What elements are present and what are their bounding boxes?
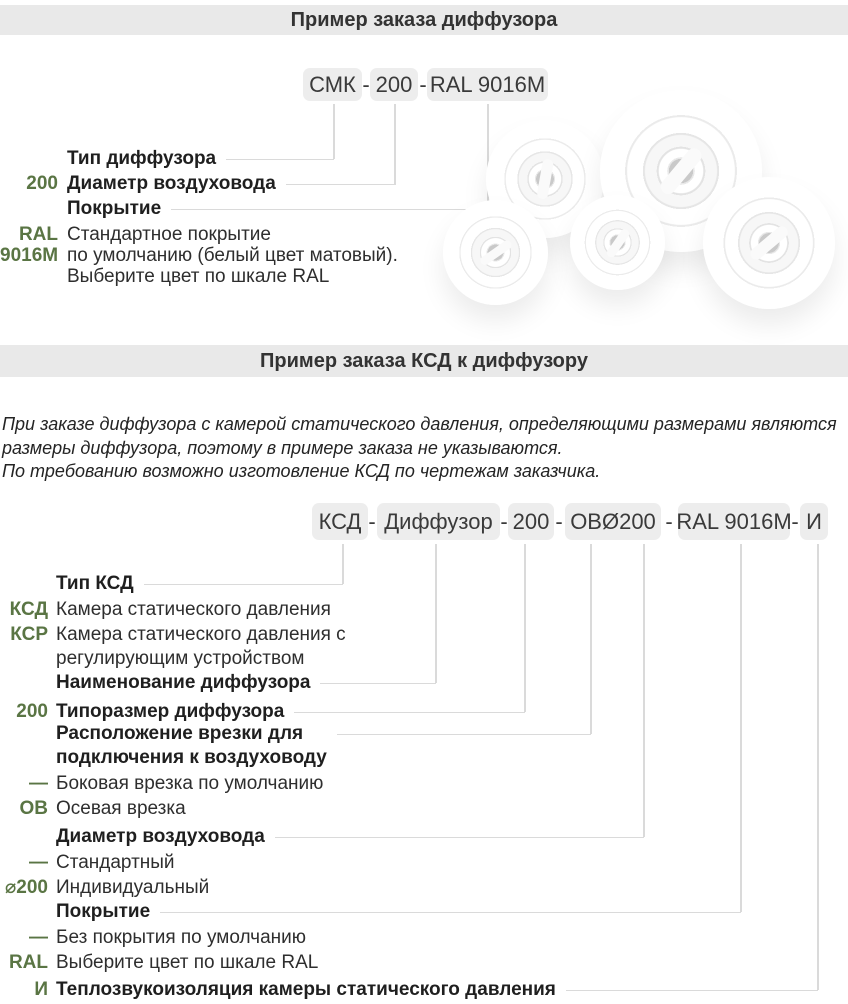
legend-row	[0, 598, 331, 622]
legend-row	[0, 978, 818, 1002]
legend-row	[0, 797, 186, 821]
code-segment-i: И	[800, 503, 828, 540]
legend-code: ⌀200	[4, 877, 48, 898]
connector-line	[286, 184, 396, 185]
code-separator: -	[419, 71, 427, 97]
legend-row	[0, 772, 323, 796]
diffuser-slot	[478, 238, 513, 266]
code-separator: -	[500, 508, 508, 534]
legend-code: И	[34, 979, 48, 1000]
legend-row	[0, 623, 346, 671]
code-segment-200: 200	[370, 68, 418, 101]
legend-code: КСР	[10, 624, 48, 645]
code-segment-ksd: КСД	[312, 503, 368, 540]
legend-label: Покрытие	[56, 901, 151, 922]
section2-header-bar	[0, 345, 848, 377]
legend-code: —	[29, 927, 48, 948]
code-segment-smk: СМК	[303, 68, 362, 101]
connector-line	[226, 159, 334, 160]
legend-code: RAL	[8, 952, 48, 973]
note-line: По требованию возможно изготовление КСД по чертежам заказчика.	[2, 461, 601, 481]
legend-description: Стандартное покрытие по умолчанию (белый цвет матовый). Выберите цвет по шкале RAL	[67, 224, 398, 287]
connector-line	[817, 544, 819, 990]
connector-line	[566, 990, 818, 991]
legend-row	[0, 900, 741, 924]
diffuser-image	[570, 195, 665, 290]
connector-line	[275, 837, 644, 838]
diffuser-photo	[430, 80, 848, 340]
legend-label: Типоразмер диффузора	[56, 701, 285, 722]
diffuser-slot	[536, 158, 553, 199]
code-segment-ral9016m: RAL 9016М	[678, 503, 790, 540]
section2-title: Пример заказа КСД к диффузору	[260, 349, 588, 372]
legend-row	[0, 825, 644, 849]
legend-label: Расположение врезки для подключения к воздуховоду	[56, 723, 327, 768]
legend-row	[0, 224, 398, 287]
legend-row	[0, 572, 343, 596]
legend-row	[0, 951, 318, 975]
legend-row	[0, 700, 525, 724]
connector-line	[740, 544, 742, 912]
note-line: размеры диффузора, поэтому в примере заказа не указываются.	[2, 437, 563, 458]
legend-code: ОВ	[19, 798, 48, 819]
legend-row	[0, 722, 591, 770]
code-segment-ov200: ОВØ200	[565, 503, 661, 540]
code-separator: -	[362, 71, 370, 97]
diffuser-slot	[605, 227, 631, 258]
legend-row	[0, 147, 334, 171]
legend-code: —	[29, 852, 48, 873]
note-line: При заказе диффузора с камерой статического давления, определяющими размерами являются	[2, 414, 837, 434]
diffuser-image	[443, 200, 548, 305]
legend-code: 200	[26, 173, 58, 194]
legend-code: RAL 9016М	[0, 224, 59, 266]
connector-line	[320, 683, 436, 684]
code-segment-200: 200	[508, 503, 554, 540]
connector-line	[160, 912, 741, 913]
connector-line	[590, 544, 592, 734]
legend-label: Боковая врезка по умолчанию	[56, 773, 324, 794]
legend-label: Диаметр воздуховода	[56, 826, 265, 847]
code-segment-ral9016m: RAL 9016М	[427, 68, 548, 101]
legend-label: Без покрытия по умолчанию	[56, 927, 307, 948]
code-separator: -	[665, 508, 673, 534]
legend-label: Камера статического давления с регулирующим устройством	[56, 624, 346, 669]
legend-label: Покрытие	[67, 198, 162, 219]
legend-label: Тип диффузора	[67, 148, 217, 169]
legend-label: Камера статического давления	[56, 599, 331, 620]
legend-row	[0, 851, 175, 875]
legend-label: Теплозвукоизоляция камеры статического давления	[56, 979, 556, 1000]
connector-line	[144, 584, 343, 585]
diffuser-image	[703, 177, 835, 309]
connector-line	[337, 734, 591, 735]
legend-label: Наименование диффузора	[56, 672, 311, 693]
legend-row	[0, 926, 306, 950]
legend-row	[0, 172, 396, 196]
legend-label: Осевая врезка	[56, 798, 186, 819]
legend-label: Тип КСД	[56, 573, 134, 594]
connector-line	[643, 544, 645, 837]
legend-label: Индивидуальный	[56, 877, 210, 898]
diffuser-slot	[748, 224, 790, 262]
connector-line	[524, 544, 526, 712]
connector-line	[294, 712, 525, 713]
code-separator: -	[368, 508, 376, 534]
connector-line	[435, 544, 437, 683]
code-segment-diffusor: Диффузор	[377, 503, 500, 540]
legend-row	[0, 876, 209, 900]
legend-code: —	[29, 773, 48, 794]
code-separator: -	[555, 508, 563, 534]
legend-label: Выберите цвет по шкале RAL	[56, 952, 319, 973]
legend-code: КСД	[9, 599, 48, 620]
order-note	[2, 413, 837, 484]
legend-row	[0, 671, 436, 695]
legend-label: Диаметр воздуховода	[67, 173, 276, 194]
legend-label: Стандартный	[56, 852, 175, 873]
section1-header-bar	[0, 5, 848, 35]
legend-row	[0, 197, 488, 221]
legend-code: 200	[16, 701, 48, 722]
section1-title: Пример заказа диффузора	[290, 8, 558, 31]
diffuser-slot	[658, 145, 705, 197]
code-separator: -	[791, 508, 799, 534]
